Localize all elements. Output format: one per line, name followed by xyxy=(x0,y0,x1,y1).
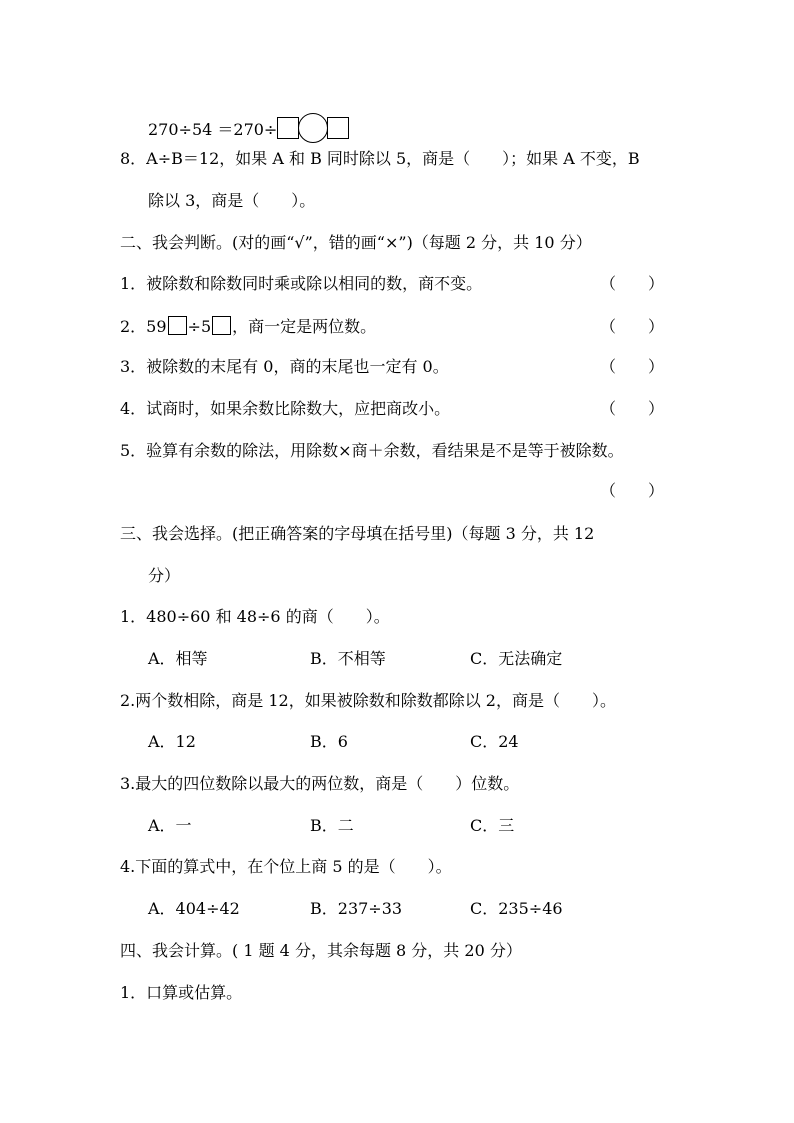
question-8-line1: 8．A÷B＝12，如果 A 和 B 同时除以 5，商是（ ）；如果 A 不变，B xyxy=(120,149,640,168)
judge-item-2 xyxy=(120,316,376,338)
digit-box-2 xyxy=(212,316,231,335)
judge-paren-1[interactable]: （ ） xyxy=(600,274,665,293)
choice-2-option-b[interactable]: B．6 xyxy=(310,732,348,751)
judge-paren-4[interactable]: （ ） xyxy=(600,399,665,418)
section-3-heading-line2: 分） xyxy=(148,566,181,585)
judge-item-2-pre: 2．59 xyxy=(120,317,167,336)
choice-1-option-c[interactable]: C．无法确定 xyxy=(470,649,563,668)
equation-line xyxy=(148,113,349,143)
judge-item-2-mid: ÷5 xyxy=(187,317,212,336)
judge-item-5: 5．验算有余数的除法，用除数×商＋余数，看结果是不是等于被除数。 xyxy=(120,441,624,460)
judge-paren-3[interactable]: （ ） xyxy=(600,357,665,376)
judge-item-2-post: ，商一定是两位数。 xyxy=(232,317,377,336)
choice-3-option-b[interactable]: B．二 xyxy=(310,816,354,835)
answer-circle xyxy=(298,113,328,143)
judge-paren-5[interactable]: （ ） xyxy=(600,481,665,500)
section-3-heading-line1: 三、我会选择。(把正确答案的字母填在括号里)（每题 3 分，共 12 xyxy=(120,524,595,543)
answer-box-right xyxy=(327,117,349,139)
digit-box-1 xyxy=(168,316,187,335)
choice-1-option-a[interactable]: A．相等 xyxy=(148,649,208,668)
choice-question-3: 3.最大的四位数除以最大的两位数，商是（ ）位数。 xyxy=(120,774,520,793)
section-4-heading: 四、我会计算。( 1 题 4 分，其余每题 8 分，共 20 分） xyxy=(120,941,522,960)
judge-item-4: 4．试商时，如果余数比除数大，应把商改小。 xyxy=(120,399,451,418)
section-2-heading: 二、我会判断。(对的画“√”，错的画“×”)（每题 2 分，共 10 分） xyxy=(120,233,592,252)
choice-4-option-a[interactable]: A．404÷42 xyxy=(148,899,240,918)
choice-question-1: 1．480÷60 和 48÷6 的商（ ）。 xyxy=(120,607,390,626)
answer-box-left xyxy=(277,117,299,139)
choice-3-option-c[interactable]: C．三 xyxy=(470,816,515,835)
choice-2-option-a[interactable]: A．12 xyxy=(148,732,196,751)
choice-3-option-a[interactable]: A．一 xyxy=(148,816,192,835)
calc-item-1: 1．口算或估算。 xyxy=(120,983,243,1002)
equation-text: 270÷54 ＝270÷ xyxy=(148,120,278,139)
judge-item-1: 1．被除数和除数同时乘或除以相同的数，商不变。 xyxy=(120,274,483,293)
judge-item-3: 3．被除数的末尾有 0，商的末尾也一定有 0。 xyxy=(120,357,449,376)
choice-1-option-b[interactable]: B．不相等 xyxy=(310,649,386,668)
choice-question-2: 2.两个数相除，商是 12，如果被除数和除数都除以 2，商是（ ）。 xyxy=(120,691,616,710)
choice-4-option-c[interactable]: C．235÷46 xyxy=(470,899,563,918)
choice-4-option-b[interactable]: B．237÷33 xyxy=(310,899,403,918)
choice-2-option-c[interactable]: C．24 xyxy=(470,732,519,751)
judge-paren-2[interactable]: （ ） xyxy=(600,317,665,336)
choice-question-4: 4.下面的算式中，在个位上商 5 的是（ ）。 xyxy=(120,857,452,876)
question-8-line2: 除以 3，商是（ ）。 xyxy=(148,191,316,210)
